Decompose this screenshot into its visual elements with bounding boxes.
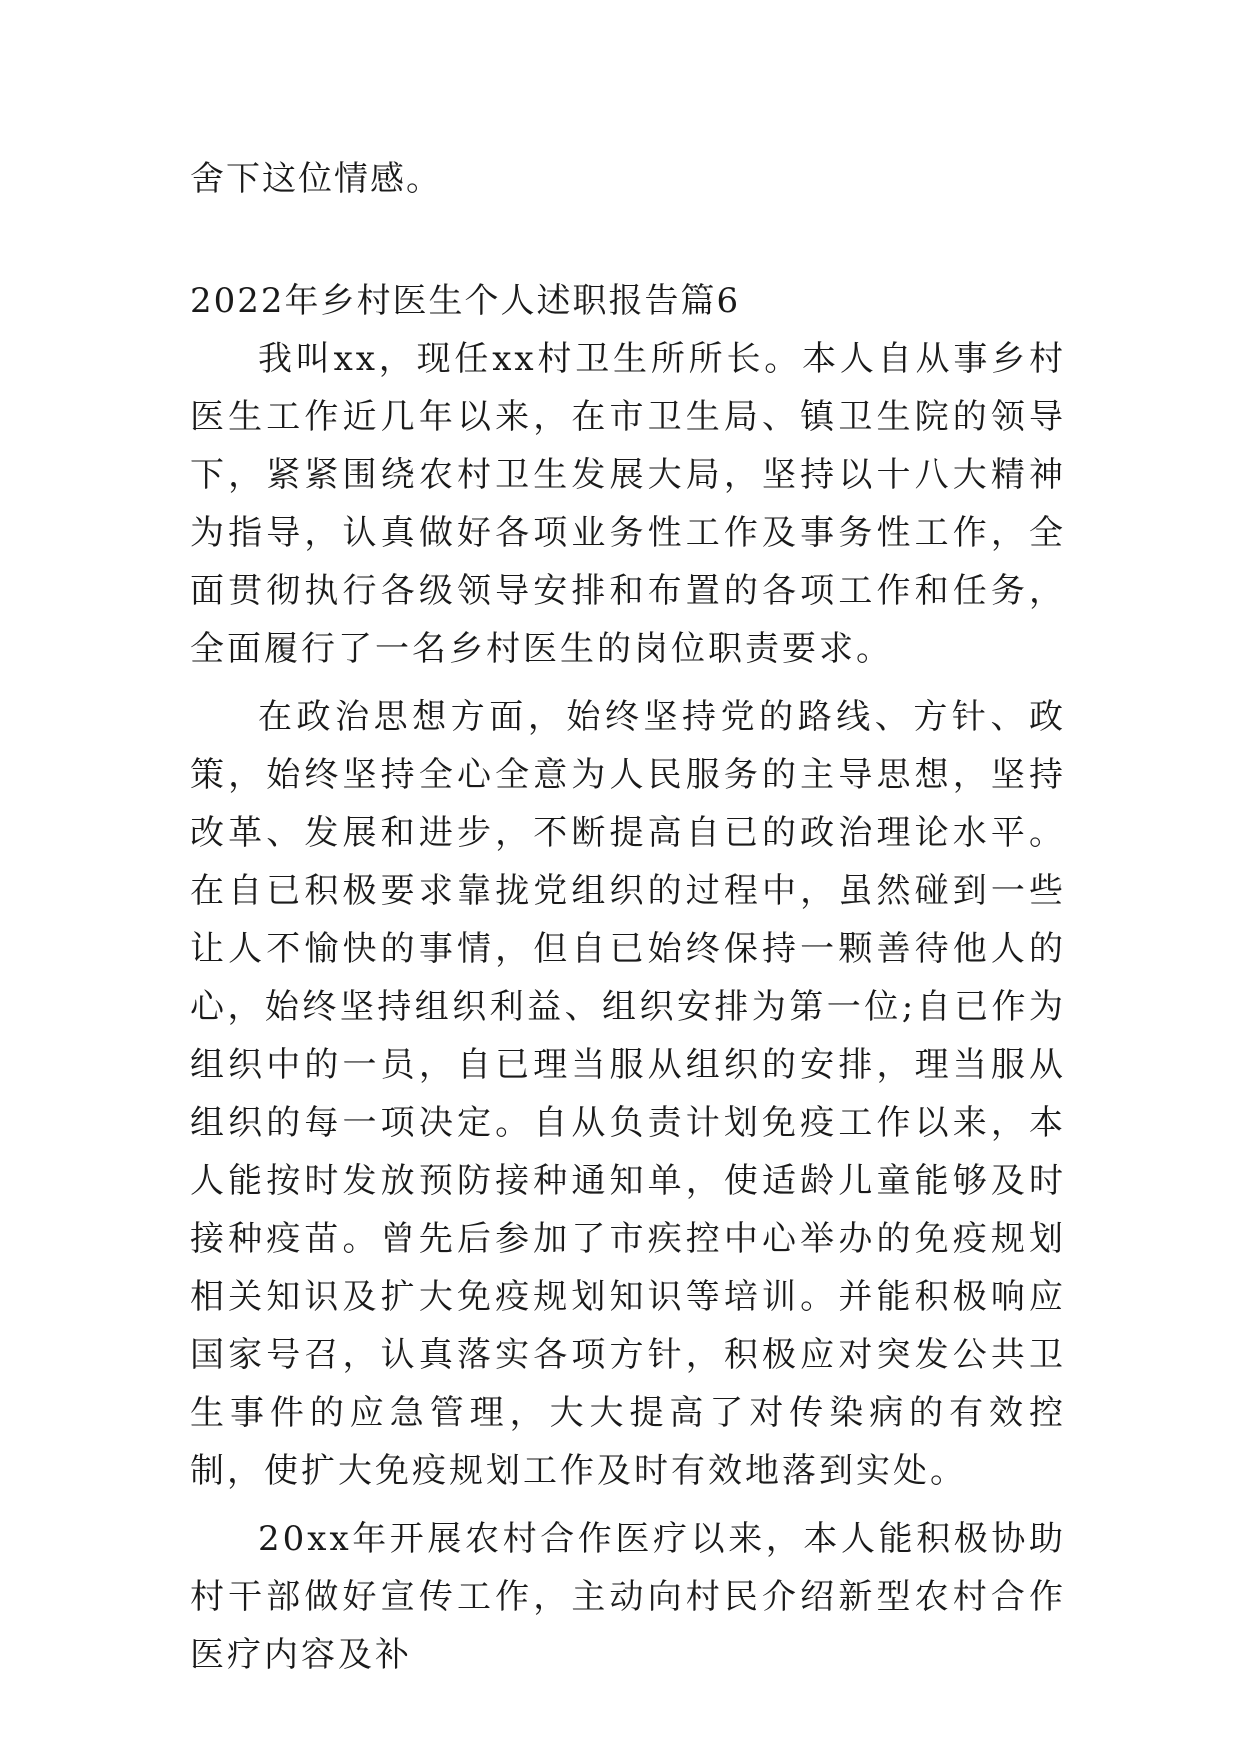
paragraph-intro: 我叫xx，现任xx村卫生所所长。本人自从事乡村医生工作近几年以来，在市卫生局、镇卫生院的领导下，紧紧围绕农村卫生发展大局，坚持以十八大精神为指导，认真做好各项业务性工作及事务性工作，全面贯彻执行各级领导安排和布置的各项工作和任务，全面履行了一名乡村医生的岗位职责要求。 — [190, 339, 1066, 669]
paragraph-politics: 在政治思想方面，始终坚持党的路线、方针、政策，始终坚持全心全意为人民服务的主导思想，坚持改革、发展和进步，不断提高自已的政治理论水平。在自已积极要求靠拢党组织的过程中，虽然碰到一些让人不愉快的事情，但自已始终保持一颗善待他人的心，始终坚持组织利益、组织安排为第一位;自已作为组织中的一员，自已理当服从组织的安排，理当服从组织的每一项决定。自从负责计划免疫工作以来，本人能按时发放预防接种通知单，使适龄儿童能够及时接种疫苗。曾先后参加了市疾控中心举办的免疫规划相关知识及扩大免疫规划知识等培训。并能积极响应国家号召，认真落实各项方针，积极应对突发公共卫生事件的应急管理，大大提高了对传染病的有效控制，使扩大免疫规划工作及时有效地落到实处。 — [190, 697, 1066, 1491]
section-heading: 2022年乡村医生个人述职报告篇6 — [190, 281, 741, 321]
document-body — [190, 150, 1066, 1684]
continuation-text: 舍下这位情感。 — [190, 159, 442, 199]
paragraph-cooperative-medical: 20xx年开展农村合作医疗以来，本人能积极协助村干部做好宣传工作，主动向村民介绍新型农村合作医疗内容及补 — [190, 1519, 1066, 1675]
